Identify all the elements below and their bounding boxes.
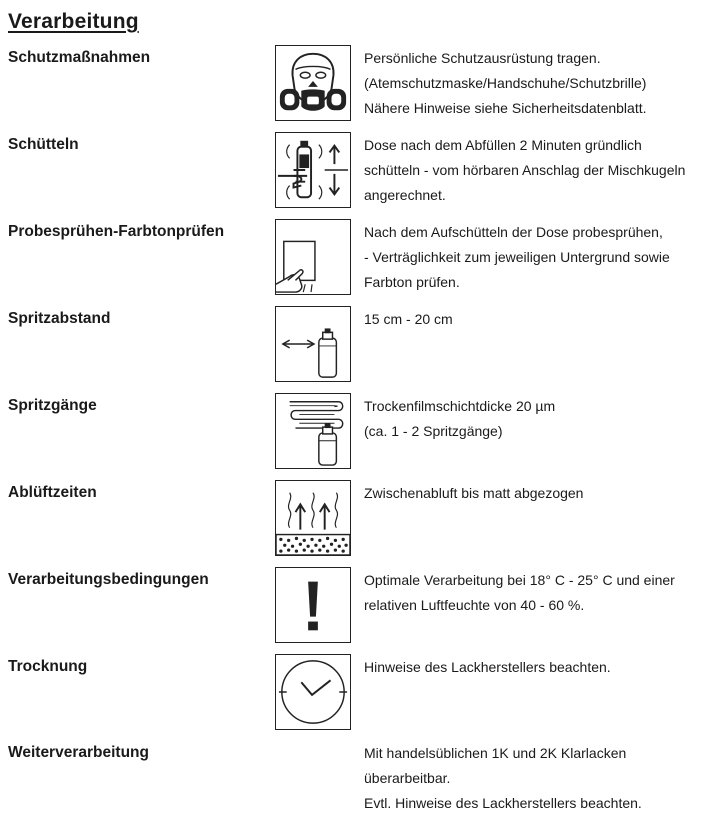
flash-off-icon <box>275 480 351 556</box>
description-line: angerechnet. <box>364 187 446 203</box>
description-line: 15 cm - 20 cm <box>364 311 453 327</box>
description-line: Evtl. Hinweise des Lackherstellers beachten. <box>364 795 642 811</box>
description-line: (Atemschutzmaske/Handschuhe/Schutzbrille) <box>364 75 647 91</box>
row-label: Schutzmaßnahmen <box>8 49 151 66</box>
description-line: Nähere Hinweise siehe Sicherheitsdatenblatt. <box>364 100 647 116</box>
row-description <box>364 46 709 121</box>
row-description <box>364 394 709 444</box>
row-ablueftzeiten <box>0 480 713 567</box>
spray-passes-icon <box>275 393 351 469</box>
description-line: relativen Luftfeuchte von 40 - 60 %. <box>364 597 585 613</box>
row-label: Verarbeitungsbedingungen <box>8 571 209 588</box>
description-line: Hinweise des Lackherstellers beachten. <box>364 659 611 675</box>
description-line: überarbeitbar. <box>364 770 451 786</box>
description-line: schütteln - vom hörbaren Anschlag der Mischkugeln <box>364 162 686 178</box>
row-schuetteln <box>0 132 713 219</box>
row-spritzabstand <box>0 306 713 393</box>
row-label: Weiterverarbeitung <box>8 744 149 761</box>
clock-icon <box>275 654 351 730</box>
row-label: Probesprühen-Farbtonprüfen <box>8 223 225 240</box>
row-schutzmassnahmen <box>0 45 713 132</box>
row-verarbeitungsbedingungen <box>0 567 713 654</box>
shake-can-icon <box>275 132 351 208</box>
row-description <box>364 741 709 816</box>
row-label: Spritzabstand <box>8 310 111 327</box>
exclamation-icon <box>275 567 351 643</box>
row-description <box>364 481 709 506</box>
test-card-icon <box>275 219 351 295</box>
row-label: Spritzgänge <box>8 397 97 414</box>
description-line: Nach dem Aufschütteln der Dose probesprühen, <box>364 224 663 240</box>
description-line: - Verträglichkeit zum jeweiligen Untergrund sowie <box>364 249 670 265</box>
row-label: Ablüftzeiten <box>8 484 97 501</box>
spray-distance-icon <box>275 306 351 382</box>
row-weiterverarbeitung <box>0 740 713 827</box>
description-line: Zwischenabluft bis matt abgezogen <box>364 485 584 501</box>
row-probespruehen <box>0 219 713 306</box>
description-line: Dose nach dem Abfüllen 2 Minuten gründlich <box>364 137 642 153</box>
description-line: Mit handelsüblichen 1K und 2K Klarlacken <box>364 745 627 761</box>
row-description <box>364 307 709 332</box>
row-description <box>364 133 709 208</box>
row-label: Schütteln <box>8 136 79 153</box>
row-description <box>364 220 709 295</box>
row-label: Trocknung <box>8 658 88 675</box>
description-line: Optimale Verarbeitung bei 18° C - 25° C und einer <box>364 572 675 588</box>
description-line: (ca. 1 - 2 Spritzgänge) <box>364 423 503 439</box>
description-line: Farbton prüfen. <box>364 274 460 290</box>
row-description <box>364 655 709 680</box>
description-line: Trockenfilmschichtdicke 20 µm <box>364 398 556 414</box>
description-line: Persönliche Schutzausrüstung tragen. <box>364 50 601 66</box>
row-trocknung <box>0 654 713 741</box>
page-title: Verarbeitung <box>8 10 139 33</box>
row-spritzgaenge <box>0 393 713 480</box>
row-description <box>364 568 709 618</box>
respirator-mask-icon <box>275 45 351 121</box>
